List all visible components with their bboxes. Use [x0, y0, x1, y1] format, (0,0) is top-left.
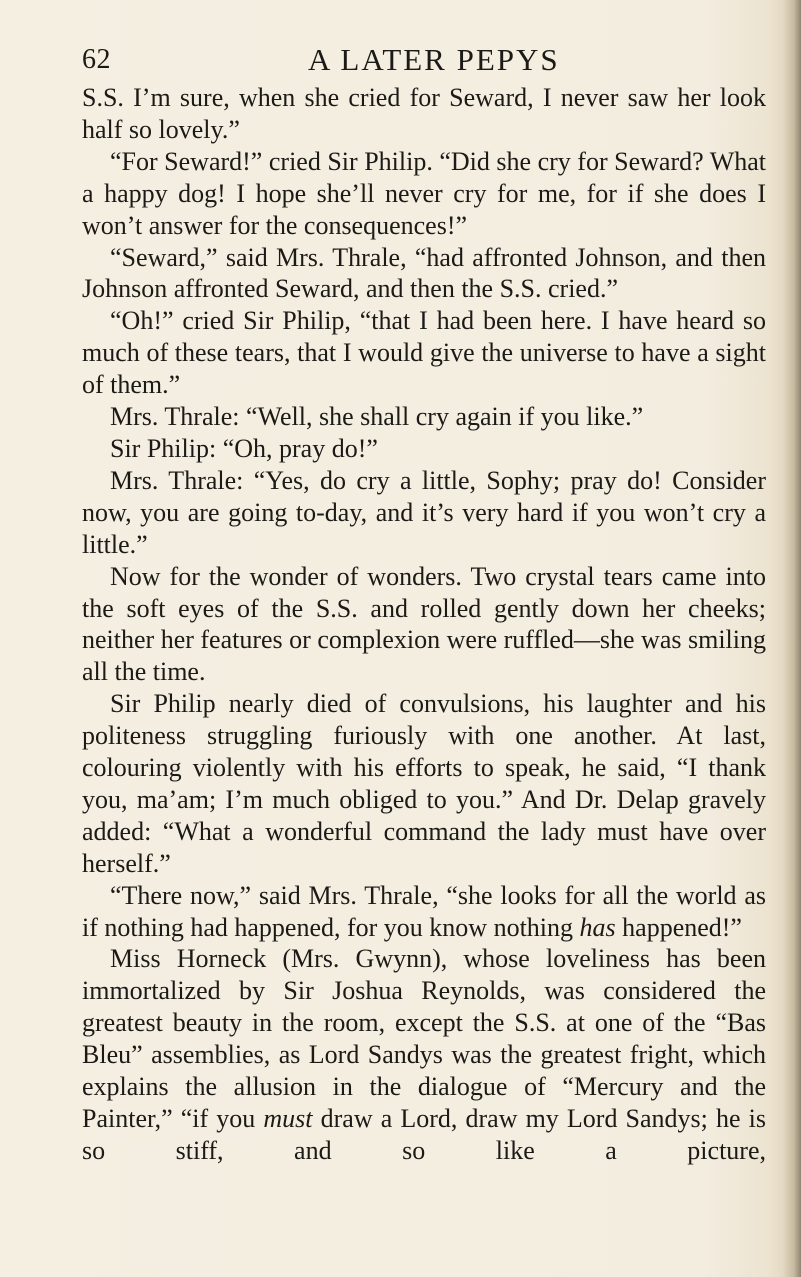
paragraph-9: Sir Philip nearly died of convulsions, his laughter and his politeness struggling furiously with one another. At last, colouring violently with his efforts to speak, he said, “I thank you, ma’am; I’m much obliged to you.” And Dr. Delap gravely added: “What a wonderful command the lady must have over herself.”	[82, 689, 766, 878]
paragraph-5: Mrs. Thrale: “Well, she shall cry again if you like.”	[110, 402, 644, 432]
paragraph-8: Now for the wonder of wonders. Two crystal tears came into the soft eyes of the S.S. and rolled gently down her cheeks; neither her features or complexion were ruffled—she was smiling all the time.	[82, 561, 766, 687]
paragraph-11-after: draw a Lord, draw my Lord Sandys; he is so stiff, and so like a picture,	[82, 1104, 766, 1165]
paragraph-7: Mrs. Thrale: “Yes, do cry a little, Sophy; pray do! Consider now, you are going to-day, and it’s very hard if you won’t cry a little.”	[82, 465, 766, 559]
paragraph-10-before: “There now,” said Mrs. Thrale, “she looks for all the world as if nothing had happened, for you know nothing	[82, 880, 766, 942]
paragraph-11-before: Miss Horneck (Mrs. Gwynn), whose loveliness has been immortalized by Sir Joshua Reynolds, was considered the greatest beauty in the room, except the S.S. at one of the “Bas Bleu” assemblies, as Lord Sandys was the greatest fright, which explains the allusion in the dialogue of “Mercury and the Painter,” “if you	[82, 944, 766, 1133]
page-header	[82, 40, 772, 80]
paragraph-6: Sir Philip: “Oh, pray do!”	[110, 433, 378, 463]
paragraph-1: S.S. I’m sure, when she cried for Seward, I never saw her look half so lovely.”	[82, 83, 766, 144]
body-text	[82, 82, 766, 1167]
page-number: 62	[82, 44, 111, 75]
paragraph-10-emphasis: has	[579, 912, 616, 942]
page-edge-shadow	[783, 0, 801, 1277]
running-title: A LATER PEPYS	[308, 42, 560, 77]
paragraph-10-after: happened!”	[622, 912, 742, 942]
paragraph-3: “Seward,” said Mrs. Thrale, “had affronted Johnson, and then Johnson affronted Seward, and then the S.S. cried.”	[82, 242, 766, 304]
paragraph-2: “For Seward!” cried Sir Philip. “Did she cry for Seward? What a happy dog! I hope she’ll never cry for me, for if she does I won’t answer for the consequences!”	[82, 146, 766, 240]
paragraph-10	[82, 880, 766, 944]
paragraph-4: “Oh!” cried Sir Philip, “that I had been here. I have heard so much of these tears, that I would give the universe to have a sight of them.”	[82, 306, 766, 400]
paragraph-11	[82, 943, 766, 1166]
paragraph-11-emphasis: must	[263, 1104, 313, 1133]
